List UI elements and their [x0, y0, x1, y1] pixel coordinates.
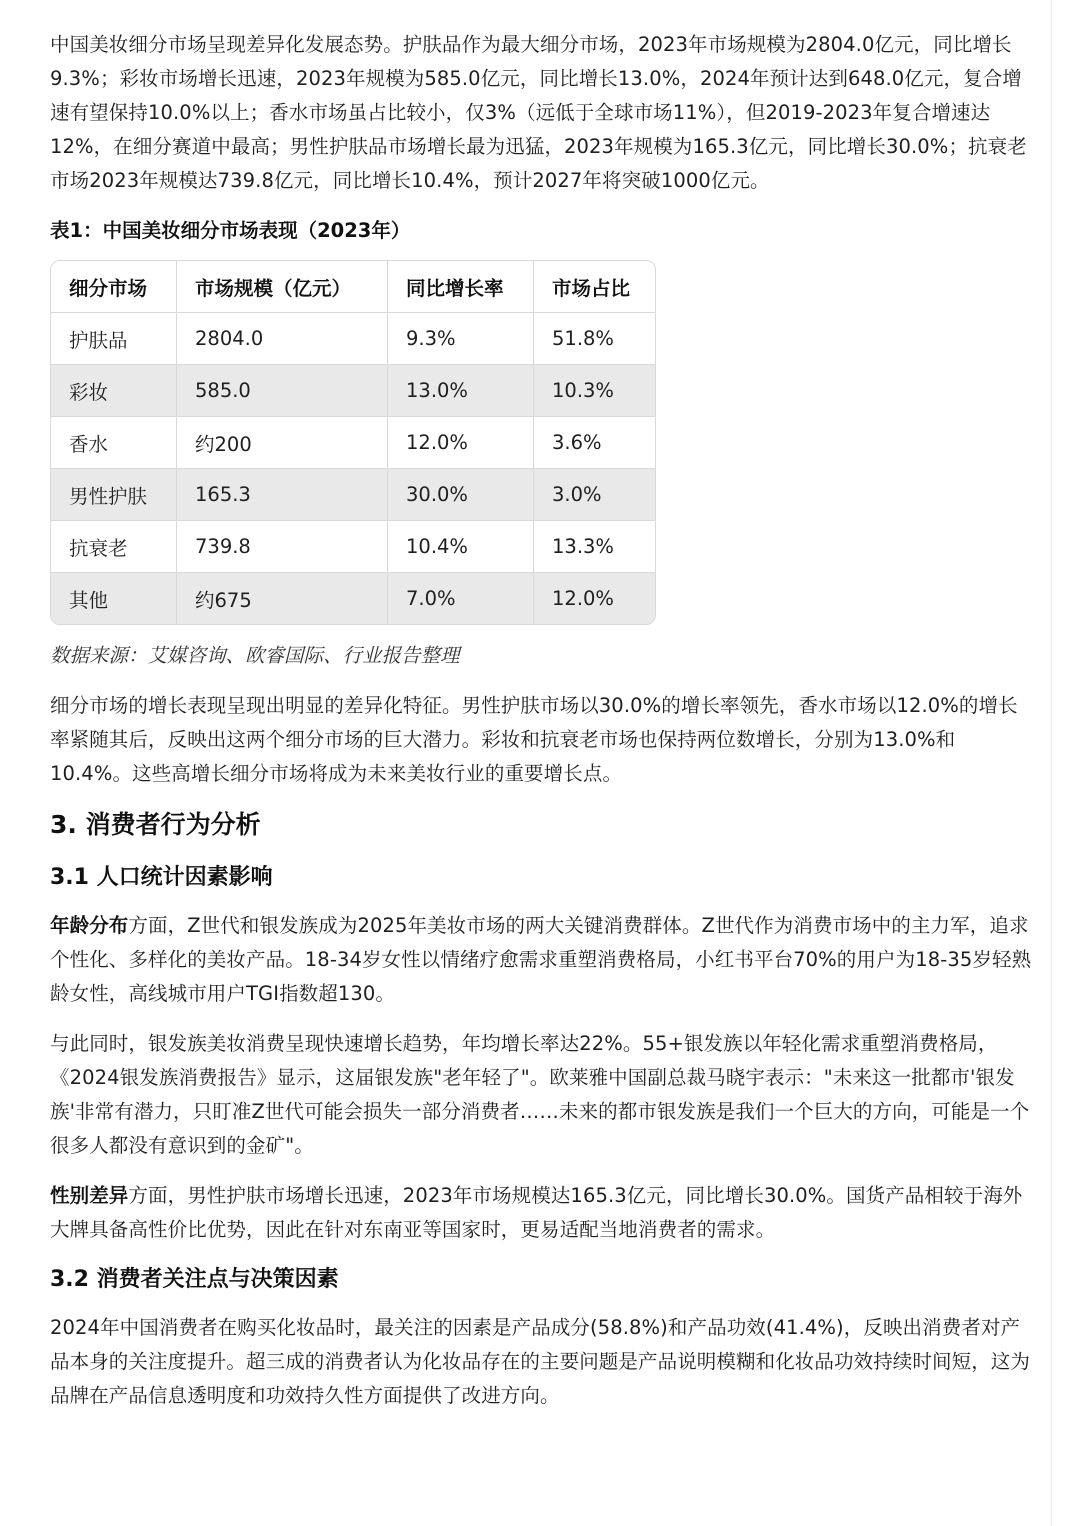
- table-cell: 2804.0: [177, 313, 388, 365]
- table-cell: 约675: [177, 573, 388, 625]
- document-body: [50, 28, 1035, 1429]
- table-cell: 护肤品: [51, 313, 177, 365]
- table-caption: 表1：中国美妆细分市场表现（2023年）: [50, 219, 411, 242]
- table-cell: 10.4%: [388, 521, 534, 573]
- table-cell: 13.0%: [388, 365, 534, 417]
- table-cell: 3.6%: [534, 417, 656, 469]
- growth-paragraph: 细分市场的增长表现呈现出明显的差异化特征。男性护肤市场以30.0%的增长率领先，香水市场以12.0%的增长率紧随其后，反映出这两个细分市场的巨大潜力。彩妆和抗衰老市场也保持两位数增长，分别为13.0%和10.4%。这些高增长细分市场将成为未来美妆行业的重要增长点。: [50, 694, 1018, 785]
- table-cell: 7.0%: [388, 573, 534, 625]
- table-row: [51, 573, 655, 625]
- section-3-heading: 3. 消费者行为分析: [50, 810, 261, 839]
- table-header-cell: 同比增长率: [388, 261, 534, 313]
- intro-paragraph: 中国美妆细分市场呈现差异化发展态势。护肤品作为最大细分市场，2023年市场规模为2804.0亿元，同比增长9.3%；彩妆市场增长迅速，2023年规模为585.0亿元，同比增长13.0%，2024年预计达到648.0亿元，复合增速有望保持10.0%以上；香水市场虽占比较小，仅3%（远低于全球市场11%），但2019-2023年复合增速达12%，在细分赛道中最高；男性护肤品市场增长最为迅猛，2023年规模为165.3亿元，同比增长30.0%；抗衰老市场2023年规模达739.8亿元，同比增长10.4%，预计2027年将突破1000亿元。: [50, 33, 1027, 192]
- section-3-1-heading: 3.1 人口统计因素影响: [50, 865, 273, 890]
- silver-paragraph: 与此同时，银发族美妆消费呈现快速增长趋势，年均增长率达22%。55+银发族以年轻化需求重塑消费格局，《2024银发族消费报告》显示，这届银发族"老年轻了"。欧莱雅中国副总裁马晓宇表示："未来这一批都市'银发族'非常有潜力，只盯准Z世代可能会损失一部分消费者……未来的都市银发族是我们一个巨大的方向，可能是一个很多人都没有意识到的金矿"。: [50, 1032, 1030, 1157]
- table-row: [51, 313, 655, 365]
- gender-lead-term: 性别差异: [50, 1184, 129, 1207]
- table-cell: 3.0%: [534, 469, 656, 521]
- table-header-cell: 市场占比: [534, 261, 656, 313]
- table-cell: 约200: [177, 417, 388, 469]
- table-cell: 585.0: [177, 365, 388, 417]
- page-right-divider: [1051, 0, 1052, 1526]
- table-cell: 12.0%: [388, 417, 534, 469]
- gender-paragraph: [50, 1179, 1035, 1247]
- age-lead-term: 年龄分布: [50, 914, 129, 937]
- market-table-container: [50, 260, 656, 625]
- table-cell: 男性护肤: [51, 469, 177, 521]
- table-row: [51, 365, 655, 417]
- table-cell: 165.3: [177, 469, 388, 521]
- market-segment-table: [51, 261, 655, 624]
- table-row: [51, 521, 655, 573]
- table-row: [51, 417, 655, 469]
- table-cell: 51.8%: [534, 313, 656, 365]
- table-cell: 抗衰老: [51, 521, 177, 573]
- table-cell: 10.3%: [534, 365, 656, 417]
- table-cell: 30.0%: [388, 469, 534, 521]
- table-row: [51, 469, 655, 521]
- gender-text: 方面，男性护肤市场增长迅速，2023年市场规模达165.3亿元，同比增长30.0%。国货产品相较于海外大牌具备高性价比优势，因此在针对东南亚等国家时，更易适配当地消费者的需求。: [50, 1184, 1023, 1241]
- section-3-2-heading: 3.2 消费者关注点与决策因素: [50, 1267, 339, 1292]
- table-source-note: 数据来源：艾媒咨询、欧睿国际、行业报告整理: [50, 644, 460, 667]
- table-cell: 739.8: [177, 521, 388, 573]
- age-text: 方面，Z世代和银发族成为2025年美妆市场的两大关键消费群体。Z世代作为消费市场中的主力军，追求个性化、多样化的美妆产品。18-34岁女性以情绪疗愈需求重塑消费格局，小红书平台70%的用户为18-35岁轻熟龄女性，高线城市用户TGI指数超130。: [50, 914, 1032, 1005]
- table-cell: 香水: [51, 417, 177, 469]
- table-cell: 9.3%: [388, 313, 534, 365]
- table-header-row: [51, 261, 655, 313]
- table-cell: 其他: [51, 573, 177, 625]
- table-cell: 12.0%: [534, 573, 656, 625]
- table-cell: 13.3%: [534, 521, 656, 573]
- table-cell: 彩妆: [51, 365, 177, 417]
- table-header-cell: 市场规模（亿元）: [177, 261, 388, 313]
- age-paragraph: [50, 909, 1035, 1011]
- table-header-cell: 细分市场: [51, 261, 177, 313]
- concerns-paragraph: 2024年中国消费者在购买化妆品时，最关注的因素是产品成分(58.8%)和产品功效(41.4%)，反映出消费者对产品本身的关注度提升。超三成的消费者认为化妆品存在的主要问题是产品说明模糊和化妆品功效持续时间短，这为品牌在产品信息透明度和功效持久性方面提供了改进方向。: [50, 1316, 1031, 1407]
